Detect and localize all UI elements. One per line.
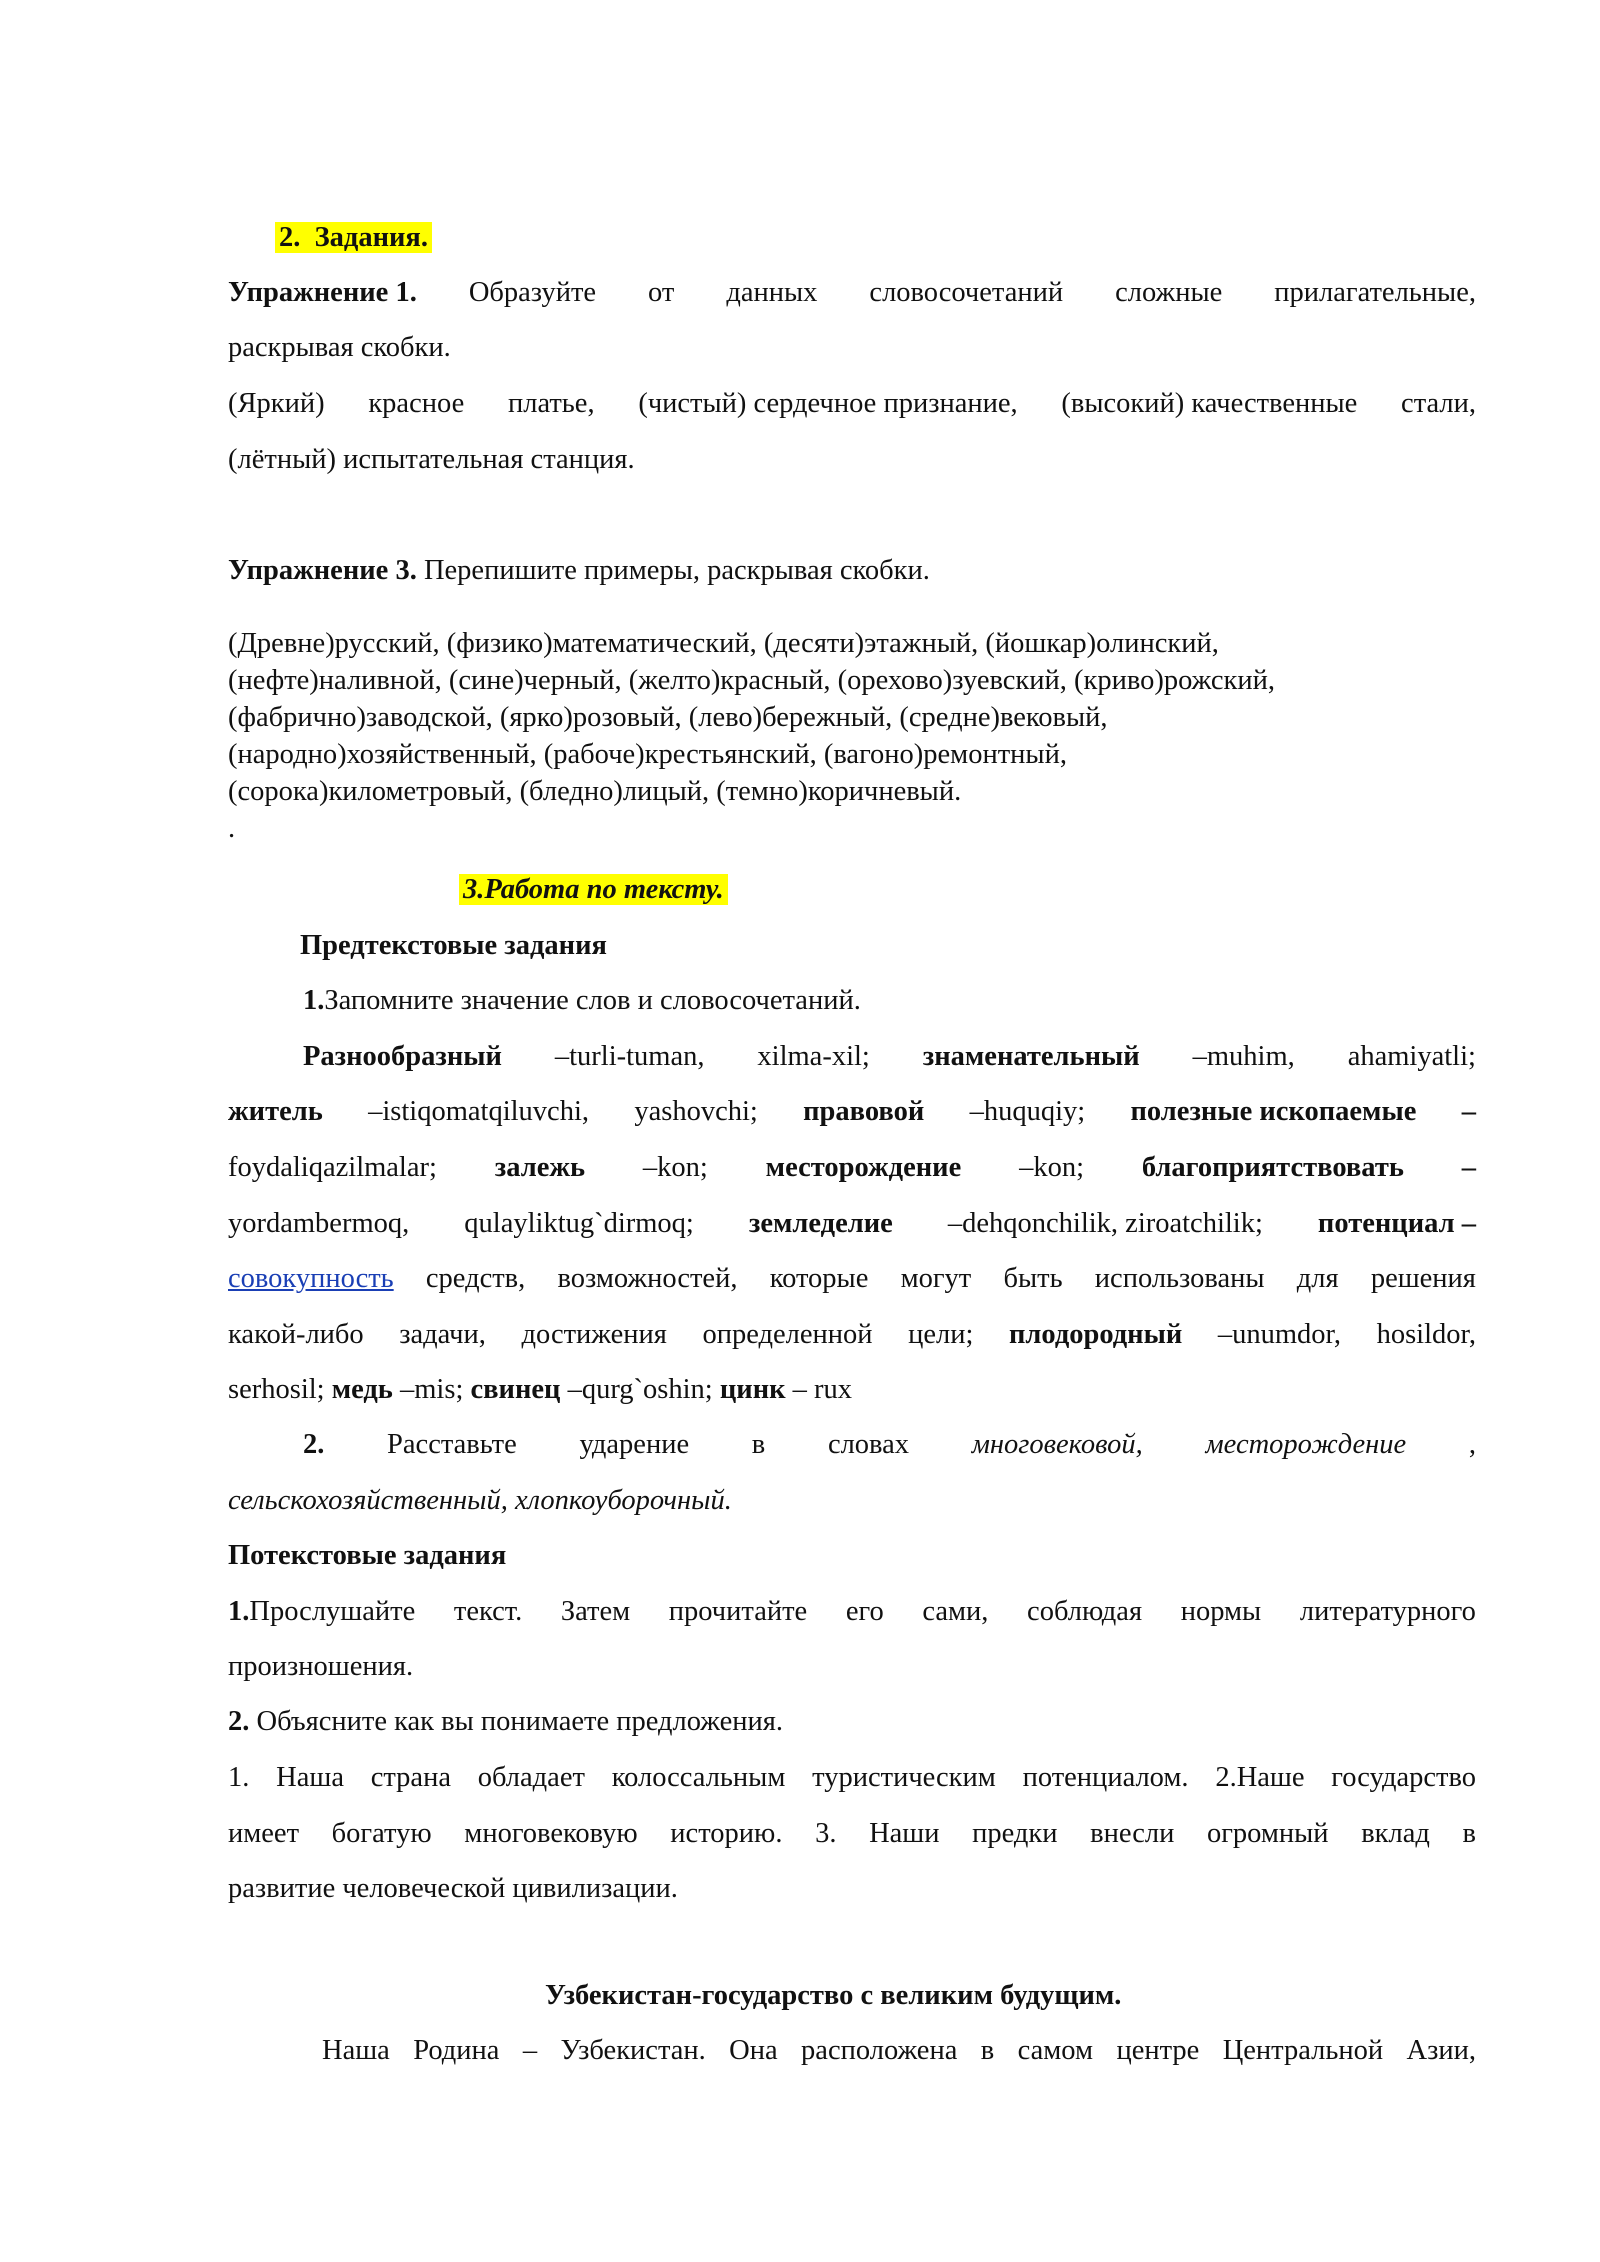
vocab-word: правовой	[803, 1096, 925, 1127]
section-2-heading	[275, 221, 432, 255]
exercise-1-line-1	[228, 276, 1476, 310]
vocab-translation: –turli-tuman,	[554, 1041, 705, 1072]
word: расположена	[801, 2035, 958, 2066]
exercise-3-heading	[228, 554, 930, 588]
word: государство	[1331, 1762, 1476, 1793]
exercise-1-line-2: раскрывая скобки.	[228, 332, 451, 363]
vocab-line-1	[303, 1040, 1476, 1074]
word: Она	[729, 2035, 778, 2066]
word: 1.	[228, 1762, 250, 1793]
posttext-task-2	[228, 1705, 783, 1739]
word: использованы	[1094, 1263, 1265, 1294]
sentences-line-1	[228, 1761, 1476, 1795]
word: Затем	[560, 1596, 631, 1627]
vocab-word: месторождение	[765, 1152, 962, 1183]
sentences-line-2	[228, 1817, 1476, 1851]
word: потенциалом.	[1022, 1762, 1189, 1793]
vocab-word: плодородный	[1008, 1319, 1183, 1350]
exercise-3-line: (сорока)километровый, (бледно)лицый, (темно)коричневый.	[228, 776, 962, 807]
word: центре	[1116, 2035, 1200, 2066]
word: которые	[769, 1263, 869, 1294]
vocab-translation: –muhim,	[1192, 1041, 1295, 1072]
word: ударение	[579, 1429, 690, 1460]
word: предки	[972, 1818, 1058, 1849]
vocab-word: залежь	[494, 1152, 586, 1183]
sentences-line-3: развитие человеческой цивилизации.	[228, 1873, 678, 1904]
exercise-3-label: Упражнение 3.	[228, 555, 417, 586]
task-number: 1.	[303, 985, 325, 1016]
word: в	[980, 2035, 995, 2066]
word: колоссальным	[611, 1762, 786, 1793]
comma: ,	[1468, 1429, 1476, 1460]
word: Наша	[276, 1762, 344, 1793]
vocab-translation: yashovchi;	[634, 1096, 758, 1127]
vocab-translation: –mis;	[400, 1374, 464, 1405]
word: средств,	[425, 1263, 526, 1294]
vocab-translation: yordambermoq,	[228, 1208, 410, 1239]
word: самом	[1017, 2035, 1094, 2066]
word: Азии,	[1406, 2035, 1476, 2066]
vocab-translation: –dehqonchilik, ziroatchilik;	[947, 1208, 1263, 1239]
word: достижения	[521, 1319, 667, 1350]
word: задачи,	[399, 1319, 486, 1350]
vocab-dash: –	[1461, 1152, 1476, 1183]
word: для	[1296, 1263, 1339, 1294]
vocab-word: медь	[331, 1374, 393, 1405]
posttext-title: Потекстовые задания	[228, 1540, 507, 1571]
word: туристическим	[812, 1762, 996, 1793]
vocab-translation: –kon;	[642, 1152, 708, 1183]
word: сами,	[922, 1596, 989, 1627]
word: литературного	[1299, 1596, 1476, 1627]
word: Образуйте	[468, 277, 597, 308]
exercise-3-instruction: Перепишите примеры, раскрывая скобки.	[423, 555, 930, 586]
vocab-line-4	[228, 1207, 1476, 1241]
exercise-1-examples-line-2: (лётный) испытательная станция.	[228, 444, 635, 475]
task-text: Объясните как вы понимаете предложения.	[256, 1706, 783, 1737]
word: Родина	[413, 2035, 500, 2066]
vocab-translation: xilma-xil;	[757, 1041, 870, 1072]
word: обладает	[477, 1762, 585, 1793]
exercise-3-dot: .	[228, 813, 236, 844]
word: богатую	[331, 1818, 432, 1849]
task-number: 2.	[303, 1429, 325, 1460]
vocab-word: Разнообразный	[303, 1041, 502, 1072]
vocab-translation: hosildor,	[1376, 1319, 1476, 1350]
word: словах	[827, 1429, 910, 1460]
vocab-word: земледелие	[748, 1208, 893, 1239]
posttext-task-1-line-2: произношения.	[228, 1651, 414, 1682]
vocab-line-3	[228, 1151, 1476, 1185]
word: Центральной	[1222, 2035, 1384, 2066]
posttext-task-1-line-1	[228, 1595, 1476, 1629]
italic-word: хлопкоуборочный.	[514, 1485, 732, 1516]
word: определенной	[702, 1319, 873, 1350]
word: 3.	[815, 1818, 837, 1849]
exercise-1-examples-line-1	[228, 387, 1476, 421]
vocab-translation: –kon;	[1019, 1152, 1084, 1183]
vocab-dash: –	[1461, 1096, 1476, 1127]
word: стали,	[1401, 388, 1476, 419]
vocab-word: полезные ископаемые	[1130, 1096, 1417, 1127]
word: цели;	[908, 1319, 974, 1350]
word: текст.	[453, 1596, 523, 1627]
section-3-heading	[459, 873, 728, 907]
italic-word: сельскохозяйственный,	[228, 1485, 508, 1516]
exercise-3-line: (нефте)наливной, (сине)черный, (желто)красный, (орехово)зуевский, (криво)рожский,	[228, 665, 1275, 696]
text-first-line	[322, 2034, 1476, 2068]
italic-word: многовековой,	[971, 1429, 1143, 1460]
pretext-task-2-line-2	[228, 1484, 732, 1518]
word: могут	[900, 1263, 972, 1294]
vocab-line-6	[228, 1318, 1476, 1352]
word: Расставьте	[387, 1429, 517, 1460]
word: в	[1462, 1818, 1476, 1849]
word: Узбекистан.	[560, 2035, 706, 2066]
vocab-word: благоприятствовать	[1141, 1152, 1404, 1183]
word: 2.Наше	[1215, 1762, 1305, 1793]
vocab-translation: –unumdor,	[1217, 1319, 1342, 1350]
word: возможностей,	[557, 1263, 738, 1294]
word: имеет	[228, 1818, 300, 1849]
word: его	[845, 1596, 884, 1627]
word: в	[751, 1429, 766, 1460]
task-text: Запомните значение слов и словосочетаний.	[324, 985, 861, 1016]
word: прилагательные,	[1274, 277, 1476, 308]
word: страна	[370, 1762, 451, 1793]
vocab-word: житель	[228, 1096, 323, 1127]
word: (высокий) качественные	[1061, 388, 1358, 419]
vocab-translation: –istiqomatqiluvchi,	[368, 1096, 589, 1127]
vocab-translation: qulayliktug`dirmoq;	[464, 1208, 694, 1239]
pretext-task-2-line-1	[303, 1428, 1476, 1462]
vocab-line-2	[228, 1095, 1476, 1129]
word: прочитайте	[668, 1596, 808, 1627]
word: какой-либо	[228, 1319, 364, 1350]
word: нормы	[1180, 1596, 1262, 1627]
vocab-translation: serhosil;	[228, 1374, 325, 1405]
text-title: Узбекистан-государство с великим будущим.	[545, 1980, 1122, 2011]
word: красное	[368, 388, 465, 419]
vocab-line-7	[228, 1373, 852, 1407]
task-number: 1.	[228, 1596, 250, 1627]
exercise-3-line: (народно)хозяйственный, (рабоче)крестьянский, (вагоно)ремонтный,	[228, 739, 1067, 770]
vocab-translation: ahamiyatli;	[1347, 1041, 1476, 1072]
vocab-line-5	[228, 1262, 1476, 1296]
word: Наша	[322, 2035, 390, 2066]
word: быть	[1003, 1263, 1063, 1294]
word: (чистый) сердечное признание,	[638, 388, 1018, 419]
vocab-word: свинец	[470, 1374, 561, 1405]
vocab-translation: foydaliqazilmalar;	[228, 1152, 437, 1183]
word: соблюдая	[1027, 1596, 1143, 1627]
section-number: 2.	[279, 222, 301, 253]
vocab-word: знаменательный	[922, 1041, 1140, 1072]
word: сложные	[1115, 277, 1223, 308]
word: огромный	[1206, 1818, 1329, 1849]
word: (Яркий)	[228, 388, 325, 419]
word: словосочетаний	[869, 277, 1064, 308]
exercise-3-line: (фабрично)заводской, (ярко)розовый, (лево)бережный, (средне)вековый,	[228, 702, 1108, 733]
exercise-1-label: Упражнение 1.	[228, 277, 417, 308]
word: Прослушайте	[249, 1596, 416, 1627]
word: решения	[1370, 1263, 1476, 1294]
vocab-word: цинк	[719, 1374, 786, 1405]
exercise-3-line: (Древне)русский, (физико)математический, (десяти)этажный, (йошкар)олинский,	[228, 628, 1219, 659]
vocab-translation: –huquqiy;	[969, 1096, 1086, 1127]
pretext-title: Предтекстовые задания	[300, 930, 607, 961]
word: платье,	[507, 388, 595, 419]
vocab-translation: – rux	[792, 1374, 853, 1405]
vocab-word: потенциал –	[1317, 1208, 1476, 1239]
section-3-title: 3.Работа по тексту.	[459, 874, 728, 905]
word: Наши	[869, 1818, 940, 1849]
task-number: 2.	[228, 1706, 250, 1737]
word: вклад	[1361, 1818, 1430, 1849]
definition-link[interactable]: совокупность	[228, 1263, 394, 1294]
word: внесли	[1090, 1818, 1175, 1849]
word: историю.	[670, 1818, 783, 1849]
vocab-translation: –qurg`oshin;	[567, 1374, 713, 1405]
section-title: Задания.	[314, 222, 428, 253]
word: данных	[726, 277, 818, 308]
pretext-task-1	[303, 984, 861, 1018]
word: –	[522, 2035, 538, 2066]
word: многовековую	[464, 1818, 638, 1849]
italic-word: месторождение	[1205, 1429, 1407, 1460]
word: от	[648, 277, 675, 308]
